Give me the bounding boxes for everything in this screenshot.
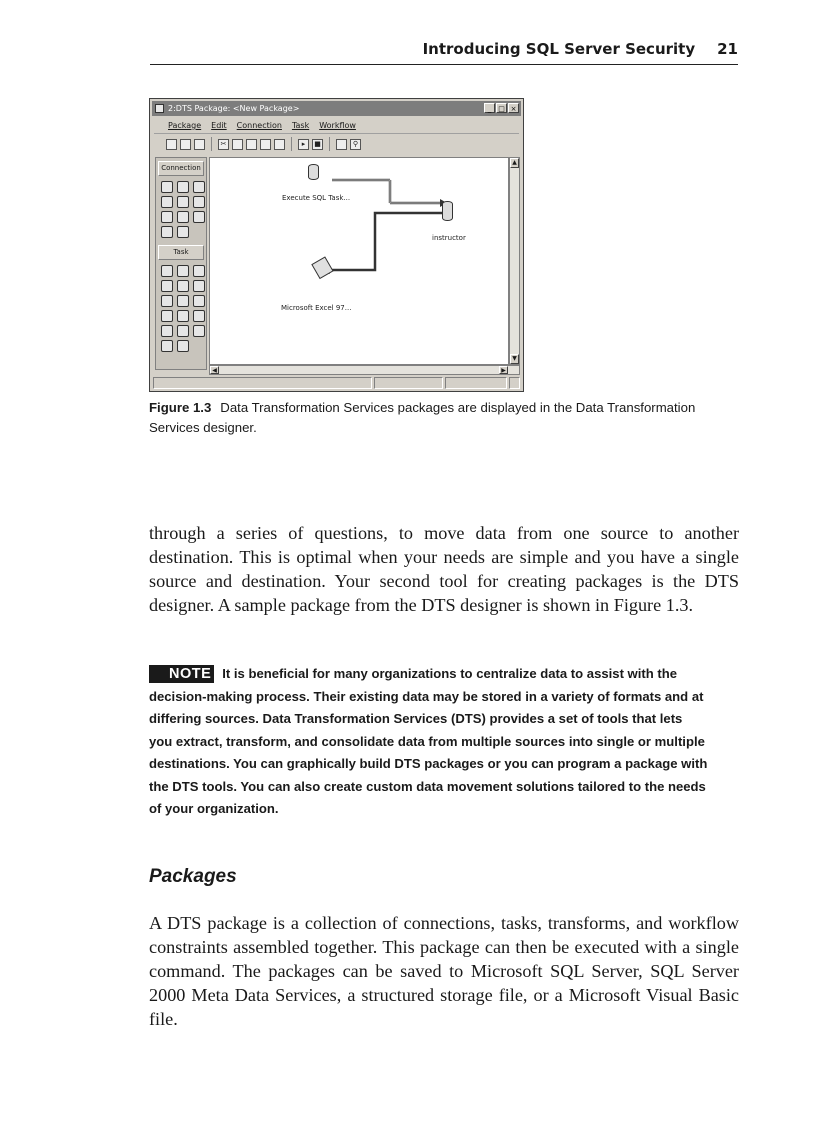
access-icon <box>161 196 173 208</box>
status-pane <box>374 377 444 389</box>
resize-grip-icon <box>509 377 520 389</box>
search-icon <box>177 181 189 193</box>
scroll-left-icon: ◀ <box>210 366 219 374</box>
paste-icon <box>246 139 257 150</box>
status-pane <box>153 377 372 389</box>
ftp-icon <box>177 265 189 277</box>
paradox-icon <box>193 211 205 223</box>
dynamic-icon <box>177 325 189 337</box>
copy-icon <box>232 139 243 150</box>
activex-icon <box>193 265 205 277</box>
save-icon <box>166 139 177 150</box>
scroll-down-icon: ▼ <box>510 354 519 364</box>
menu-task: Task <box>291 121 310 130</box>
body-paragraph-2: A DTS package is a collection of connections, tasks, transforms, and workflow constraints assembled together. This package can then be executed with a single command. The packages can be saved to Microsoft SQL Server, SQL Server 2000 Meta Data Services, a structured storage file, or a Microsoft Visual Basic file. <box>149 913 739 1029</box>
execute-sql-task-label: Execute SQL Task... <box>282 194 351 202</box>
copy-objects-icon <box>161 295 173 307</box>
figure-caption-text: Data Transformation Services packages are displayed in the Data Transformation Services designer. <box>149 400 696 435</box>
note-block <box>149 663 709 821</box>
instructor-database-icon <box>442 201 453 221</box>
mail-icon <box>177 295 189 307</box>
stop-icon: ■ <box>312 139 323 150</box>
custom-icon <box>161 340 173 352</box>
close-icon: × <box>508 103 519 113</box>
window-title: 2:DTS Package: <New Package> <box>168 104 300 113</box>
abc-icon <box>274 139 285 150</box>
oracle-icon <box>177 196 189 208</box>
transfer-icon <box>161 265 173 277</box>
vertical-scrollbar <box>509 157 520 365</box>
instructor-label: instructor <box>432 234 466 242</box>
cut-icon: ✂ <box>218 139 229 150</box>
body-paragraph-1: through a series of questions, to move data from one source to another destination. This is optimal when your needs are simple and you have a single source and destination. Your second tool for creating packages is the DTS designer. A sample package from the DTS designer is shown in Figure 1.3. <box>149 523 739 615</box>
data-mining-icon <box>193 310 205 322</box>
maximize-icon: □ <box>496 103 507 113</box>
toolbar-divider <box>329 137 330 151</box>
query-icon <box>193 280 205 292</box>
toolbar-divider <box>291 137 292 151</box>
window-titlebar <box>152 101 521 116</box>
menu-connection: Connection <box>236 121 282 130</box>
arrange-icon <box>336 139 347 150</box>
scroll-right-icon: ▶ <box>499 366 508 374</box>
process-icon <box>161 310 173 322</box>
data-link-icon <box>177 226 189 238</box>
print-icon <box>180 139 191 150</box>
text-file-icon <box>161 211 173 223</box>
open-icon <box>194 139 205 150</box>
palette-section-task: Task <box>158 245 204 260</box>
page-number: 21 <box>717 40 738 58</box>
package-window-icon <box>155 104 164 113</box>
message-queue-icon <box>161 325 173 337</box>
design-canvas <box>209 157 509 365</box>
zoom-icon: ⚲ <box>350 139 361 150</box>
lookup-icon <box>193 325 205 337</box>
toolbar-divider <box>211 137 212 151</box>
figure-label: Figure 1.3 <box>149 400 212 415</box>
package-icon <box>193 295 205 307</box>
minimize-icon: _ <box>484 103 495 113</box>
toolbar <box>154 135 519 153</box>
horizontal-scrollbar <box>209 365 520 375</box>
menubar <box>154 118 519 134</box>
run-icon: ▸ <box>298 139 309 150</box>
menu-edit: Edit <box>211 121 227 130</box>
sql-task-icon <box>177 280 189 292</box>
excel-connection-icon <box>193 181 205 193</box>
tool-palette <box>155 157 207 370</box>
note-tag: NOTE <box>149 665 214 683</box>
transform-task-icon <box>177 340 189 352</box>
menu-workflow: Workflow <box>319 121 356 130</box>
palette-section-connection: Connection <box>158 161 204 176</box>
bulk-insert-icon <box>161 280 173 292</box>
status-pane <box>445 377 507 389</box>
figure-caption <box>149 398 729 438</box>
workflow-arrows <box>210 158 510 366</box>
section-heading: Packages <box>149 866 237 887</box>
note-text: It is beneficial for many organizations to centralize data to assist with the decision-making process. Their existing data may be stored in a variety of formats and at differing sources. Data Transformation Services (DTS) provides a set of tools that lets you extract, transform, and consolidate data from multiple sources into single or multiple destinations. You can graphically build DTS packages or you can program a package with the DTS tools. You can also create custom data movement solutions tailored to the needs of your organization. <box>149 666 708 816</box>
dbase-icon <box>193 196 205 208</box>
analysis-icon <box>177 310 189 322</box>
running-title: Introducing SQL Server Security <box>422 40 696 58</box>
sql-server-icon <box>161 181 173 193</box>
menu-package: Package <box>168 121 202 130</box>
running-head <box>150 40 738 65</box>
scroll-up-icon: ▲ <box>510 158 519 168</box>
execute-sql-task-icon <box>308 164 319 180</box>
dts-designer-window <box>149 98 524 392</box>
html-file-icon <box>177 211 189 223</box>
odbc-icon <box>161 226 173 238</box>
transform-icon <box>260 139 271 150</box>
status-bar <box>153 377 520 389</box>
microsoft-excel-label: Microsoft Excel 97... <box>281 304 352 312</box>
